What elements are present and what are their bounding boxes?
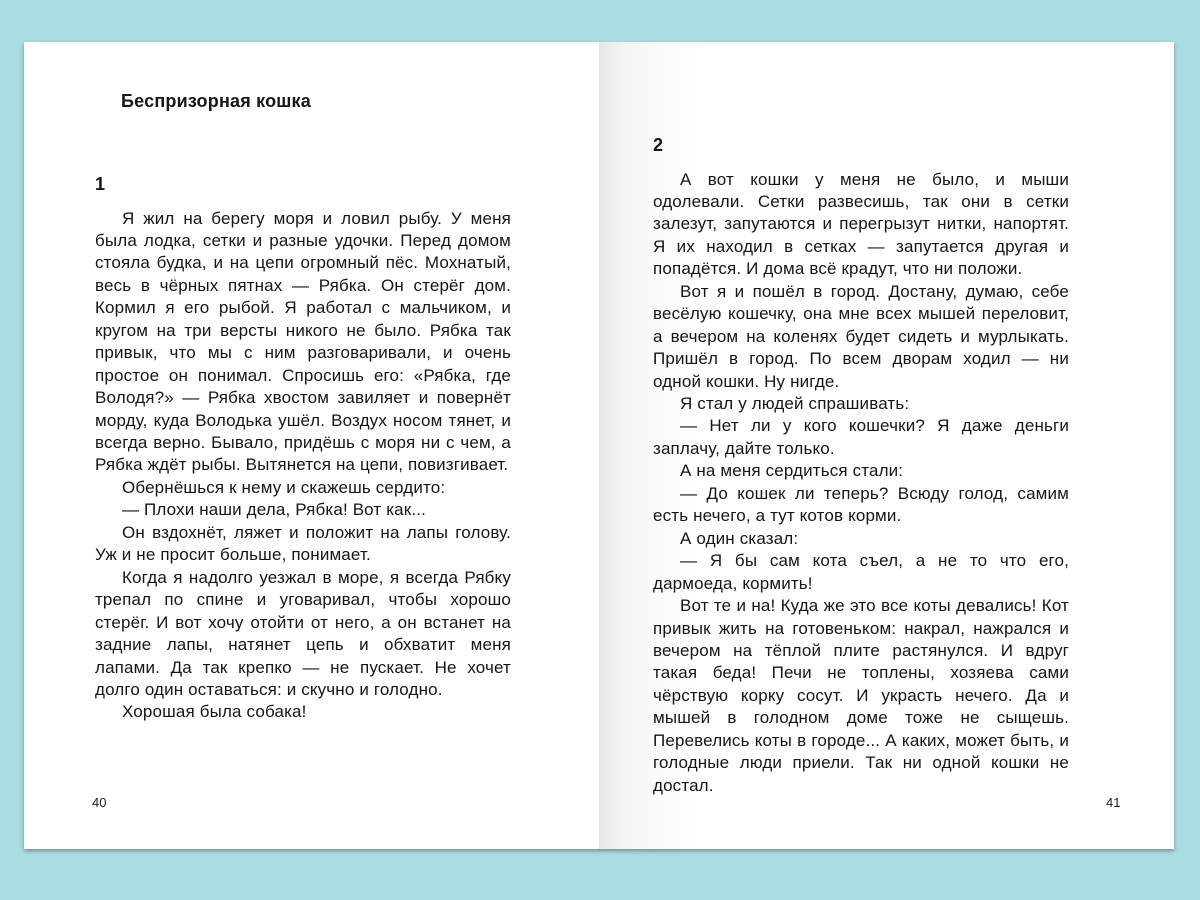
story-title: Беспризорная кошка bbox=[121, 91, 311, 111]
paragraph: — Я бы сам кота съел, а не то что его, дармоеда, кормить! bbox=[653, 551, 1069, 593]
paragraph: — Нет ли у кого кошечки? Я даже деньги заплачу, дайте только. bbox=[653, 416, 1069, 458]
paragraph: Когда я надолго уезжал в море, я всегда Рябку трепал по спине и уговаривал, чтобы хорошо стерёг. И вот хочу отойти от него, а он встанет на задние лапы, натянет цепь и обхватит меня лапами. Да так крепко — не пускает. Не хочет долго один оставаться: и скучно и голодно. bbox=[95, 567, 511, 700]
section-number-2: 2 bbox=[653, 135, 664, 155]
paragraph: Я стал у людей спрашивать: bbox=[680, 394, 910, 414]
paragraph: А вот кошки у меня не было, и мыши одолевали. Сетки развесишь, так они в сетки залезут, запутаются и перегрызут нитки, напортят. Я их находил в сетках — запутается другая и попадётся. И дома всё крадут, что ни положи. bbox=[653, 169, 1069, 279]
paragraph: А на меня сердиться стали: bbox=[680, 461, 904, 481]
page-number-left: 40 bbox=[92, 795, 107, 810]
paragraph: — Плохи наши дела, Рябка! Вот как... bbox=[122, 500, 426, 520]
page-number-right: 41 bbox=[1106, 795, 1121, 810]
section-number-1: 1 bbox=[95, 174, 106, 194]
paragraph: Он вздохнёт, ляжет и положит на лапы голову. Уж и не просит больше, понимает. bbox=[95, 522, 511, 565]
book-spread bbox=[24, 42, 1174, 849]
paragraph: Вот те и на! Куда же это все коты девались! Кот привык жить на готовеньком: накрал, нажрался и вечером на тёплой плите растянулся. И вдруг такая беда! Печи не топлены, хозяева сами чёрствую корку сосут. И украсть нечего. Да и мышей в голодном доме тоже не сыщешь. Перевелись коты в городе... А каких, может быть, и голодные люди приели. Так ни одной кошки не достал. bbox=[653, 596, 1069, 795]
paragraph: Хорошая была собака! bbox=[122, 702, 307, 722]
section-spacer bbox=[95, 195, 511, 208]
paragraph: Обернёшься к нему и скажешь сердито: bbox=[122, 477, 446, 497]
section-spacer bbox=[653, 156, 1069, 169]
paragraph: А один сказал: bbox=[680, 528, 799, 548]
left-text-block bbox=[95, 173, 511, 724]
right-text-block bbox=[653, 134, 1069, 797]
paragraph: Я жил на берегу моря и ловил рыбу. У меня была лодка, сетки и разные удочки. Перед домом стояла будка, и на цепи огромный пёс. Мохнатый, весь в чёрных пятнах — Рябка. Он стерёг дом. Кормил я его рыбой. Я работал с мальчиком, и кругом на три версты никого не было. Рябка так привык, что мы с ним разговаривали, и очень простое он понимал. Спросишь его: «Рябка, где Володя?» — Рябка хвостом завиляет и повернёт морду, куда Володька ушёл. Воздух носом тянет, и всегда верно. Бывало, придёшь с моря ни с чем, а Рябка ждёт рыбы. Вытянется на цепи, повизгивает. bbox=[95, 208, 511, 475]
paragraph: — До кошек ли теперь? Всюду голод, самим есть нечего, а тут котов корми. bbox=[653, 483, 1069, 526]
right-page bbox=[599, 42, 1174, 849]
paragraph: Вот я и пошёл в город. Достану, думаю, себе весёлую кошечку, она мне всех мышей переловит, а вечером на коленях будет сидеть и мурлыкать. Пришёл в город. По всем дворам ходил — ни одной кошки. Ну нигде. bbox=[653, 281, 1069, 391]
left-page bbox=[24, 42, 599, 849]
